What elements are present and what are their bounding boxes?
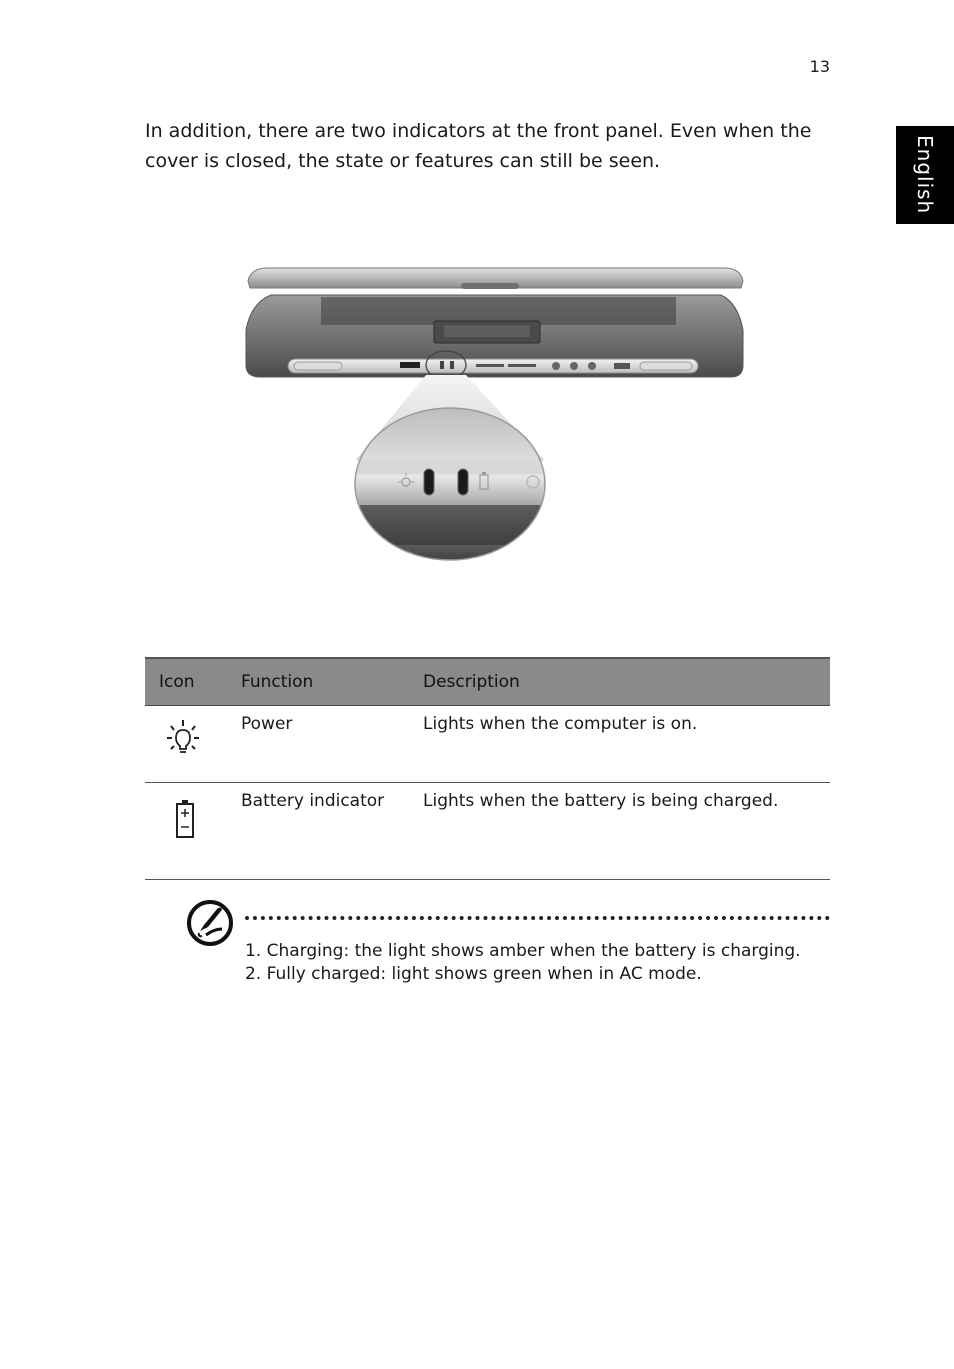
header-icon: Icon [145, 658, 241, 706]
language-tab-label: English [913, 135, 937, 215]
language-tab [896, 126, 954, 224]
table-header-row [145, 658, 830, 706]
page-number: 13 [809, 57, 830, 76]
battery-icon [175, 799, 195, 839]
table-row [145, 706, 830, 783]
description-cell: Lights when the computer is on. [423, 706, 830, 783]
note-list [245, 940, 835, 986]
laptop-front-figure [236, 255, 756, 575]
note-item: 2. Fully charged: light shows green when in AC mode. [245, 964, 702, 984]
indicator-table [145, 657, 830, 880]
function-cell: Battery indicator [241, 783, 423, 880]
header-function: Function [241, 658, 423, 706]
function-cell: Power [241, 706, 423, 783]
note-icon [186, 899, 234, 947]
intro-paragraph: In addition, there are two indicators at the front panel. Even when the cover is closed, the state or features can still be seen. [145, 120, 812, 172]
icon-cell [145, 783, 241, 880]
note-item: 1. Charging: the light shows amber when the battery is charging. [245, 941, 801, 961]
note-divider [245, 916, 830, 920]
table-row [145, 783, 830, 880]
description-cell: Lights when the battery is being charged. [423, 783, 830, 880]
icon-cell [145, 706, 241, 783]
lightbulb-icon [165, 718, 201, 756]
header-description: Description [423, 658, 830, 706]
